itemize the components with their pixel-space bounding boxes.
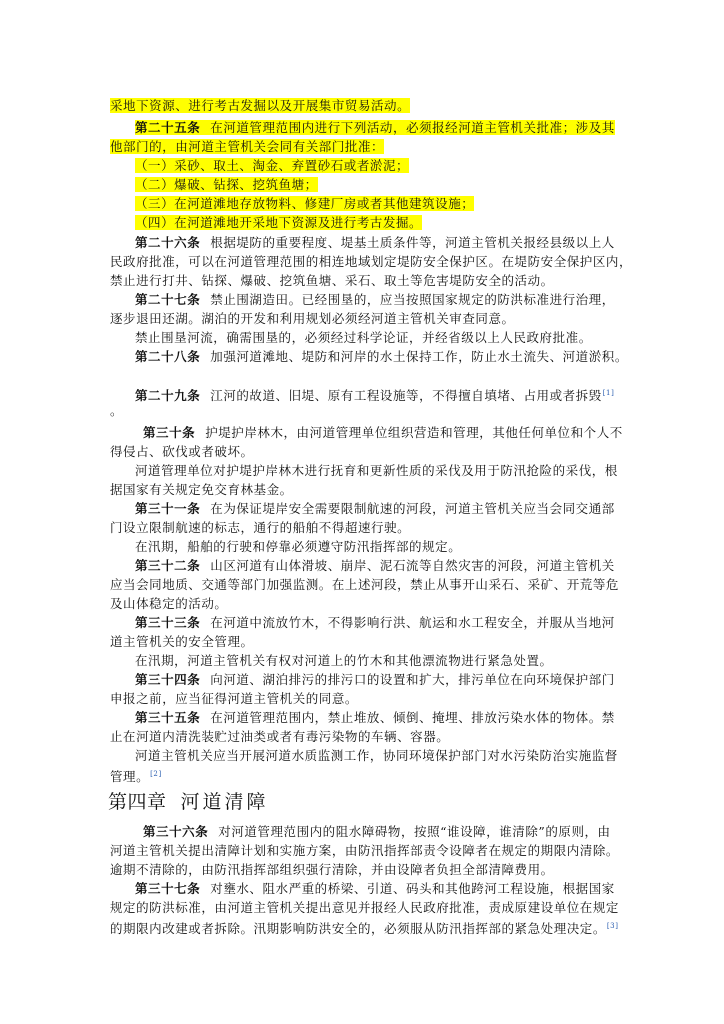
highlighted-text: （二）爆破、钻探、挖筑鱼塘； [135, 177, 318, 192]
article-number: 第二十七条 [135, 292, 201, 307]
article-number: 第三十五条 [135, 710, 201, 725]
text-line: 逾期不清除的，由防汛指挥部组织强行清除，并由设障者负担全部清障费用。 [110, 862, 554, 877]
article-text: 江河的故道、旧堤、原有工程设施等，不得擅自填堵、占用或者拆毁 [210, 388, 602, 404]
article-32 [135, 556, 615, 575]
text-content: 的期限内改建或者拆除。汛期影响防洪安全的，必须服从防汛指挥部的紧急处理决定。 [110, 921, 606, 937]
article-number: 第三十三条 [135, 615, 201, 630]
text-line: 规定的防洪标准，由河道主管机关提出意见并报经人民政府批准，责成原建设单位在规定 [110, 900, 619, 915]
article-number: 第三十条 [143, 425, 196, 440]
article-text: 在河道管理范围内进行下列活动，必须报经河道主管机关批准；涉及其 [210, 120, 615, 135]
chapter-title: 河道清障 [180, 791, 269, 813]
footnote-link[interactable]: [2] [150, 770, 162, 778]
article-28 [135, 347, 628, 366]
text-line: 禁止围垦河流，确需围垦的，必须经过科学论证，并经省级以上人民政府批准。 [135, 330, 592, 345]
article-35 [135, 708, 615, 727]
text-line [110, 917, 618, 938]
article-text: 山区河道有山体滑坡、崩岸、泥石流等自然灾害的河段，河道主管机关 [210, 558, 615, 573]
article-number: 第三十七条 [135, 881, 201, 896]
article-text: 向河道、湖泊排污的排污口的设置和扩大，排污单位在向环境保护部门 [210, 672, 615, 687]
article-37 [135, 879, 615, 898]
article-36 [143, 822, 611, 841]
article-number: 第二十五条 [135, 120, 201, 135]
article-text: 在河道管理范围内，禁止堆放、倾倒、掩埋、排放污染水体的物体。禁 [210, 710, 615, 725]
text-line: 门设立限制航速的标志，通行的船舶不得超速行驶。 [110, 520, 411, 535]
text-line: 河道管理单位对护堤护岸林木进行抚育和更新性质的采伐及用于防汛抢险的采伐，根 [135, 463, 618, 478]
article-text: 在为保证堤岸安全需要限制航速的河段，河道主管机关应当会同交通部 [210, 501, 615, 516]
article-27 [135, 290, 615, 309]
text-line: 据国家有关规定免交育林基金。 [110, 482, 293, 497]
article-30 [143, 423, 623, 442]
highlighted-text: （一）采砂、取土、淘金、弃置砂石或者淤泥； [135, 158, 410, 173]
article-number: 第二十九条 [135, 388, 201, 404]
article-29 [135, 384, 614, 405]
list-item [135, 156, 409, 175]
article-text: 在河道中流放竹木，不得影响行洪、航运和水工程安全，并服从当地河 [210, 615, 615, 630]
highlighted-text: （四）在河道滩地开采地下资源及进行考古发掘。 [135, 215, 423, 230]
list-item [135, 175, 318, 194]
highlighted-text: （三）在河道滩地存放物料、修建厂房或者其他建筑设施； [135, 196, 475, 211]
text-line: 禁止进行打井、钻探、爆破、挖筑鱼塘、采石、取土等危害堤防安全的活动。 [110, 273, 554, 288]
text-line: 应当会同地质、交通等部门加强监测。在上述河段，禁止从事开山采石、采矿、开荒等危 [110, 577, 619, 592]
footnote-link[interactable]: [3] [606, 922, 619, 930]
article-text: 加强河道滩地、堤防和河岸的水土保持工作，防止水土流失、河道淤积。 [210, 349, 628, 364]
footnote-link[interactable]: [1] [602, 389, 615, 397]
article-text: 根据堤防的重要程度、堤基土质条件等，河道主管机关报经县级以上人 [210, 235, 615, 250]
chapter-number: 第四章 [108, 791, 167, 813]
article-text: 禁止围湖造田。已经围垦的，应当按照国家规定的防洪标准进行治理， [210, 292, 615, 307]
text-line: 申报之前，应当征得河道主管机关的同意。 [110, 691, 358, 706]
article-text: 对河道管理范围内的阻水障碍物，按照“谁设障，谁清除”的原则，由 [218, 824, 611, 839]
text-line: 。 [110, 403, 124, 418]
list-item [135, 194, 474, 213]
article-33 [135, 613, 615, 632]
highlighted-text: 采地下资源、进行考古发掘以及开展集市贸易活动。 [110, 98, 411, 113]
text-line: 河道主管机关应当开展河道水质监测工作，协同环境保护部门对水污染防治实施监督 [135, 748, 618, 763]
text-content: 管理。 [110, 769, 150, 785]
text-line: 及山体稳定的活动。 [110, 596, 228, 611]
article-number: 第二十六条 [135, 235, 201, 250]
article-number: 第三十六条 [143, 824, 209, 839]
text-line: 止在河道内清洗装贮过油类或者有毒污染物的车辆、容器。 [110, 729, 450, 744]
highlighted-text [135, 120, 615, 135]
list-item [135, 213, 422, 232]
article-number: 第二十八条 [135, 349, 201, 364]
article-text: 对壅水、阻水严重的桥梁、引道、码头和其他跨河工程设施，根据国家 [210, 881, 615, 896]
article-31 [135, 499, 615, 518]
article-25 [135, 118, 615, 137]
text-line: 在汛期，船舶的行驶和停靠必须遵守防汛指挥部的规定。 [135, 539, 462, 554]
text-line: 道主管机关的安全管理。 [110, 634, 254, 649]
text-line: 在汛期，河道主管机关有权对河道上的竹木和其他漂流物进行紧急处置。 [135, 653, 553, 668]
text-line [110, 96, 410, 115]
article-34 [135, 670, 615, 689]
article-number: 第三十二条 [135, 558, 201, 573]
chapter-heading [108, 790, 269, 814]
highlighted-text: 他部门的，由河道主管机关会同有关部门批准： [110, 139, 385, 154]
text-line: 得侵占、砍伐或者破坏。 [110, 444, 254, 459]
text-line [110, 137, 384, 156]
article-number: 第三十四条 [135, 672, 201, 687]
article-26 [135, 233, 615, 252]
text-line: 逐步退田还湖。湖泊的开发和利用规划必须经河道主管机关审查同意。 [110, 311, 515, 326]
article-text: 护堤护岸林木，由河道管理单位组织营造和管理，其他任何单位和个人不 [205, 425, 623, 440]
text-line: 民政府批准，可以在河道管理范围的相连地域划定堤防安全保护区。在堤防安全保护区内， [110, 254, 633, 269]
text-line [110, 765, 162, 786]
article-number: 第三十一条 [135, 501, 201, 516]
text-line: 河道主管机关提出清障计划和实施方案，由防汛指挥部责令设障者在规定的期限内清除。 [110, 843, 619, 858]
